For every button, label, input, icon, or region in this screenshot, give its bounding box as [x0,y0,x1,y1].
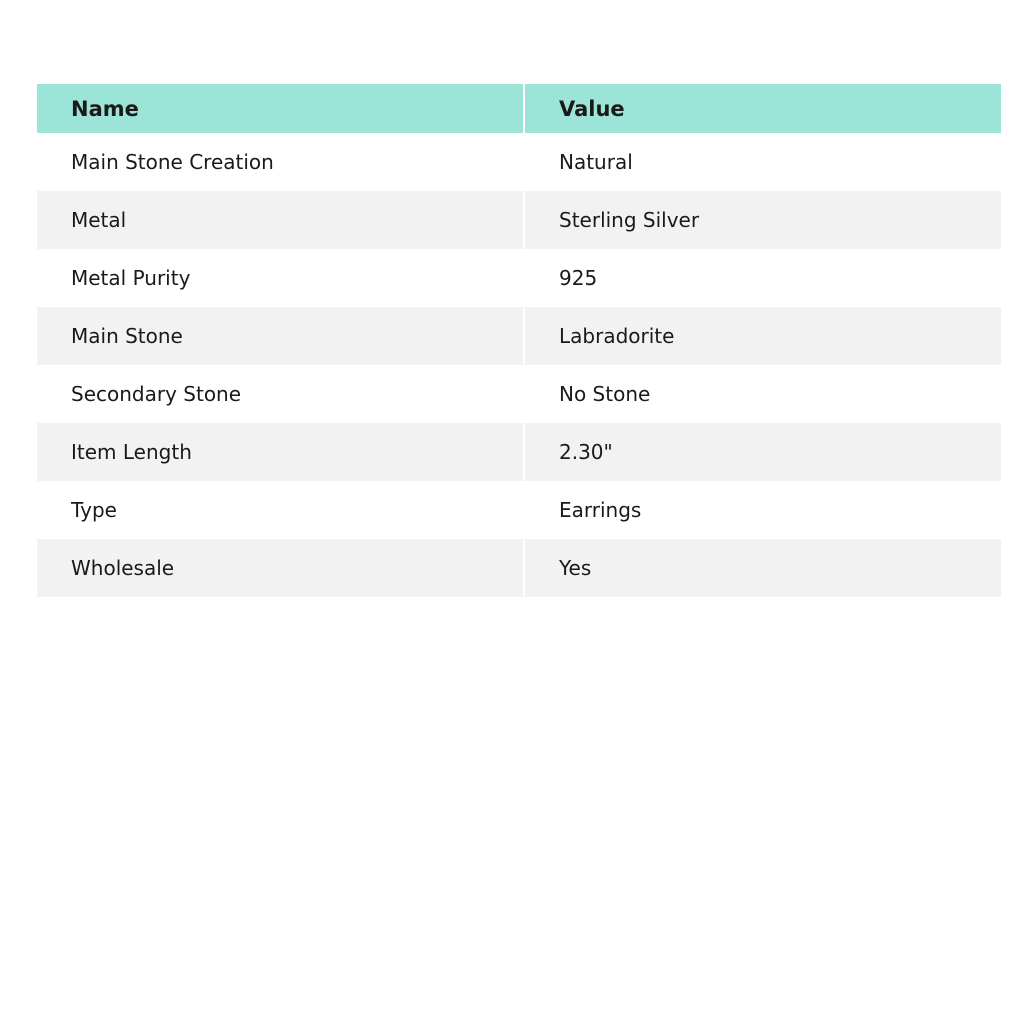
cell-value: Natural [523,133,1001,191]
table-body [37,133,1001,597]
cell-name: Metal Purity [37,249,523,307]
cell-value: 2.30" [523,423,1001,481]
cell-name: Main Stone [37,307,523,365]
cell-value: 925 [523,249,1001,307]
attributes-table [37,84,1001,597]
cell-name: Main Stone Creation [37,133,523,191]
table-row [37,539,1001,597]
table-row [37,365,1001,423]
cell-name: Type [37,481,523,539]
cell-value: No Stone [523,365,1001,423]
table-row [37,307,1001,365]
column-header-value: Value [523,84,1001,133]
cell-value: Labradorite [523,307,1001,365]
cell-value: Earrings [523,481,1001,539]
cell-name: Metal [37,191,523,249]
table-row [37,481,1001,539]
table-row [37,191,1001,249]
cell-value: Sterling Silver [523,191,1001,249]
cell-name: Item Length [37,423,523,481]
table-row [37,249,1001,307]
table-header-row [37,84,1001,133]
cell-value: Yes [523,539,1001,597]
cell-name: Wholesale [37,539,523,597]
table-row [37,133,1001,191]
cell-name: Secondary Stone [37,365,523,423]
column-header-name: Name [37,84,523,133]
table-row [37,423,1001,481]
